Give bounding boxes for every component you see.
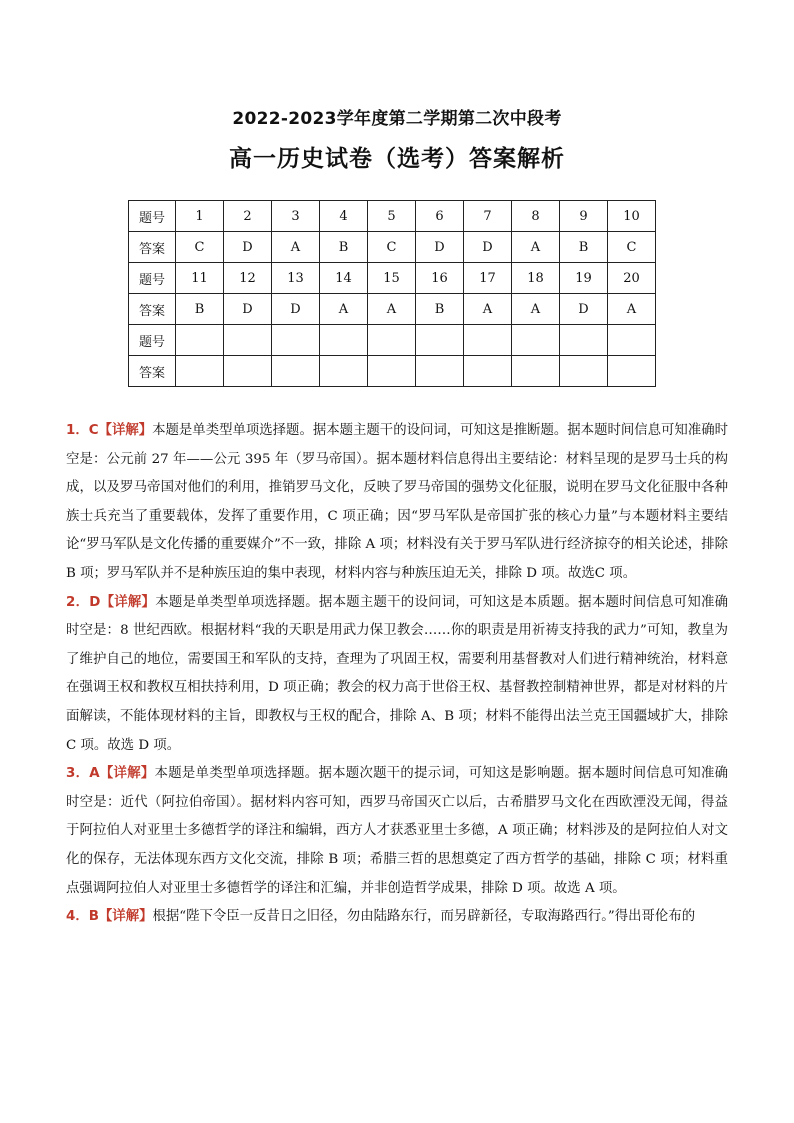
answer-cell: 19 (560, 263, 608, 294)
answer-cell: D (560, 294, 608, 325)
answer-cell: 5 (368, 201, 416, 232)
detail-tag: 【详解】 (98, 909, 153, 925)
answer-cell: 7 (464, 201, 512, 232)
answer-cell (320, 325, 368, 356)
row-header-cell: 题号 (129, 325, 176, 356)
answer-cell (320, 356, 368, 387)
answer-cell (512, 356, 560, 387)
solution-1 (66, 417, 728, 589)
row-header-cell: 答案 (129, 232, 176, 263)
solution-text: 本题是单类型单项选择题。据本题主题干的设问词，可知这是推断题。据本题时间信息可知准确时空是：公元前 27 年——公元 395 年（罗马帝国）。据本题材料信息得出主要结论：材料呈现的是罗马士兵的构成，以及罗马帝国对他们的利用，推销罗马文化，反映了罗马帝国的强势文化征服，说明在罗马文化征服中各种族士兵充当了重要载体，发挥了重要作用，C 项正确；因“罗马军队是帝国扩张的核心力量”与本题材料主要结论“罗马军队是文化传播的重要媒介”不一致，排除 A 项；材料没有关于罗马军队进行经济掠夺的相关论述，排除 B 项；罗马军队并不是种族压迫的集中表现，材料内容与种族压迫无关，排除 D 项。故选C 项。 (66, 423, 728, 581)
answer-cell: B (560, 232, 608, 263)
answer-cell (416, 356, 464, 387)
answer-cell (272, 356, 320, 387)
answer-cell (416, 325, 464, 356)
answer-cell: B (176, 294, 224, 325)
answer-cell: D (224, 294, 272, 325)
row-header-cell: 题号 (129, 201, 176, 232)
solution-4 (66, 903, 728, 932)
solutions (66, 417, 728, 932)
solution-text: 本题是单类型单项选择题。据本题次题干的提示词，可知这是影响题。据本题时间信息可知准确时空是：近代（阿拉伯帝国）。据材料内容可知，西罗马帝国灭亡以后，古希腊罗马文化在西欧湮没无闻，得益于阿拉伯人对亚里士多德哲学的译注和编辑，西方人才获悉亚里士多德，A 项正确；材料涉及的是阿拉伯人对文化的保存，无法体现东西方文化交流，排除 B 项；希腊三哲的思想奠定了西方哲学的基础，排除 C 项；材料重点强调阿拉伯人对亚里士多德哲学的译注和汇编，并非创造哲学成果，排除 D 项。故选 A 项。 (66, 766, 729, 896)
answer-cell (272, 325, 320, 356)
answer-cell (368, 356, 416, 387)
answer-cell: 4 (320, 201, 368, 232)
paper-title: 高一历史试卷（选考）答案解析 (229, 146, 565, 172)
row-header-cell: 题号 (129, 263, 176, 294)
answer-cell (176, 356, 224, 387)
detail-tag: 【详解】 (99, 766, 155, 782)
answer-cell: D (224, 232, 272, 263)
table-row (129, 201, 656, 232)
answer-cell: 13 (272, 263, 320, 294)
answer-cell (464, 356, 512, 387)
answer-cell (608, 356, 656, 387)
table-row (129, 325, 656, 356)
answer-cell: B (320, 232, 368, 263)
answer-cell: C (368, 232, 416, 263)
solution-label: 1．C (66, 423, 99, 438)
answer-cell: D (416, 232, 464, 263)
answer-cell: 12 (224, 263, 272, 294)
answer-cell: D (464, 232, 512, 263)
answer-cell: 1 (176, 201, 224, 232)
answer-cell: B (416, 294, 464, 325)
answer-cell: 20 (608, 263, 656, 294)
answer-cell: 2 (224, 201, 272, 232)
exam-title: 2022-2023学年度第二学期第二次中段考 (232, 109, 562, 129)
answer-cell (176, 325, 224, 356)
solution-2 (66, 589, 728, 761)
answer-cell: 18 (512, 263, 560, 294)
solution-label: 2．D (66, 594, 101, 610)
answer-cell: 14 (320, 263, 368, 294)
answer-cell: 8 (512, 201, 560, 232)
answer-cell: A (320, 294, 368, 325)
answer-cell: D (272, 294, 320, 325)
answer-cell: A (512, 294, 560, 325)
answer-cell (512, 325, 560, 356)
answer-cell: C (608, 232, 656, 263)
answer-cell (560, 325, 608, 356)
table-row (129, 263, 656, 294)
answer-cell: C (176, 232, 224, 263)
detail-tag: 【详解】 (100, 594, 156, 610)
answer-cell (368, 325, 416, 356)
row-header-cell: 答案 (129, 356, 176, 387)
row-header-cell: 答案 (129, 294, 176, 325)
answer-cell: 17 (464, 263, 512, 294)
answer-cell: 9 (560, 201, 608, 232)
detail-tag: 【详解】 (98, 423, 153, 438)
answer-cell: A (464, 294, 512, 325)
answer-cell: 16 (416, 263, 464, 294)
answer-cell (560, 356, 608, 387)
answer-cell: A (272, 232, 320, 263)
answer-cell (608, 325, 656, 356)
solution-label: 4．B (66, 909, 99, 925)
answer-cell (464, 325, 512, 356)
table-row (129, 294, 656, 325)
answer-cell (224, 356, 272, 387)
solution-text: 根据“陛下令臣一反昔日之旧径，勿由陆路东行，而另辟新径，专取海路西行。”得出哥伦布的 (152, 909, 696, 925)
answer-cell: 10 (608, 201, 656, 232)
solution-3 (66, 760, 728, 903)
answer-cell (224, 325, 272, 356)
answer-cell: 6 (416, 201, 464, 232)
table-row (129, 356, 656, 387)
answer-table (128, 200, 656, 387)
table-row (129, 232, 656, 263)
solution-text: 本题是单类型单项选择题。据本题主题干的设问词，可知这是本质题。据本题时间信息可知准确时空是：8 世纪西欧。根据材料“我的天职是用武力保卫教会……你的职责是用祈祷支持我的武力”可知，教皇为了维护自己的地位，需要国王和军队的支持，查理为了巩固王权，需要利用基督教对人们进行精神统治，材料意在强调王权和教权互相扶持利用，D 项正确；教会的权力高于世俗王权、基督教控制精神世界，都是对材料的片面解读，不能体现材料的主旨，即教权与王权的配合，排除 A、B 项；材料不能得出法兰克王国疆域扩大，排除 C 项。故选 D 项。 (66, 594, 729, 753)
answer-cell: 15 (368, 263, 416, 294)
solution-label: 3．A (66, 766, 100, 782)
answer-cell: A (512, 232, 560, 263)
answer-cell: 11 (176, 263, 224, 294)
answer-cell: A (608, 294, 656, 325)
answer-cell: A (368, 294, 416, 325)
answer-cell: 3 (272, 201, 320, 232)
